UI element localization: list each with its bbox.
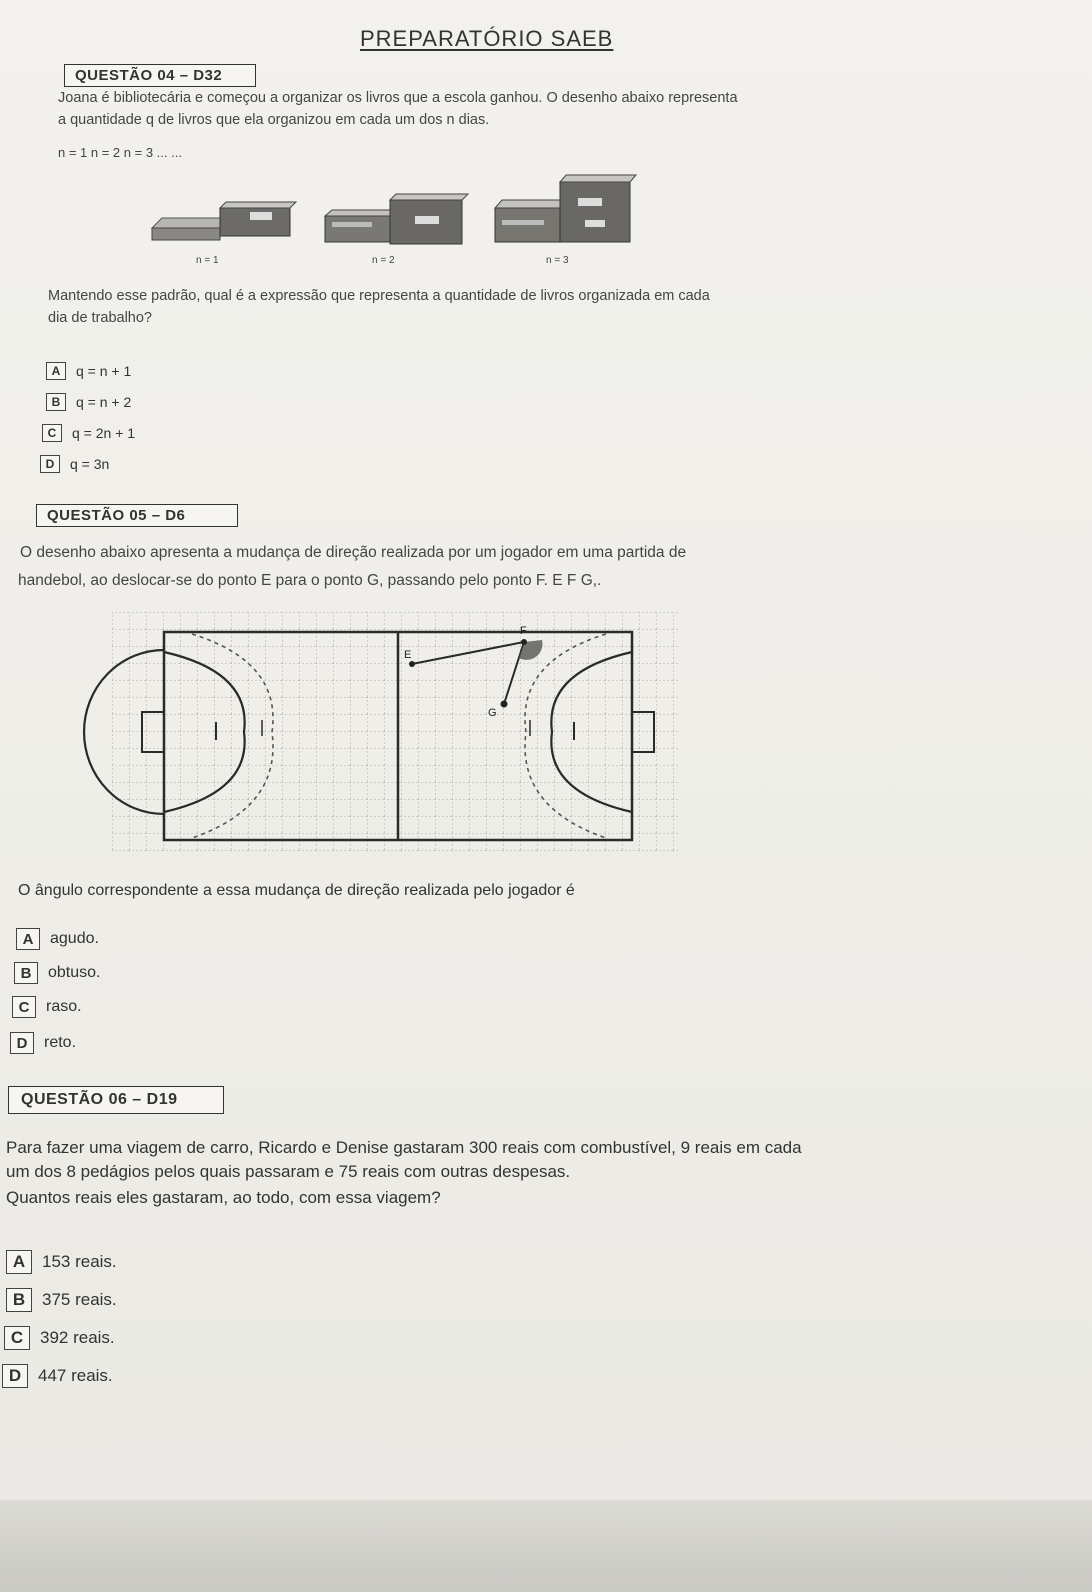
option-letter: A	[16, 928, 40, 950]
table-surface	[0, 1500, 1092, 1592]
point-g	[501, 701, 508, 708]
question-04-prompt-line1: Mantendo esse padrão, qual é a expressão que representa a quantidade de livros organizada em cada	[48, 288, 710, 304]
option-text: raso.	[46, 998, 82, 1015]
point-e	[409, 661, 415, 667]
question-06-text-line1: Para fazer uma viagem de carro, Ricardo e Denise gastaram 300 reais com combustível, 9 reais em cada	[6, 1138, 802, 1157]
option-letter: B	[6, 1288, 32, 1312]
point-f	[521, 639, 527, 645]
handball-court-figure	[112, 612, 680, 852]
q06-option-d[interactable]	[2, 1364, 113, 1388]
fig-label-n1: n = 1	[196, 255, 219, 266]
q05-option-c[interactable]	[12, 996, 82, 1018]
q06-option-a[interactable]	[6, 1250, 117, 1274]
option-text: reto.	[44, 1034, 77, 1051]
option-text: agudo.	[50, 930, 99, 947]
option-text: q = n + 2	[76, 394, 132, 410]
option-letter: D	[2, 1364, 28, 1388]
question-06-label: QUESTÃO 06 – D19	[8, 1086, 224, 1114]
option-text: 447 reais.	[38, 1366, 113, 1385]
option-text: q = 2n + 1	[72, 425, 136, 441]
question-04-text-line1: Joana é bibliotecária e começou a organizar os livros que a escola ganhou. O desenho abaixo representa	[58, 90, 738, 106]
label-e: E	[404, 649, 412, 661]
option-letter: D	[40, 455, 60, 473]
question-04-text-line2: a quantidade q de livros que ela organizou em cada um dos n dias.	[58, 112, 490, 128]
question-06-prompt: Quantos reais eles gastaram, ao todo, com essa viagem?	[6, 1188, 441, 1207]
question-05-text-line2: handebol, ao deslocar-se do ponto E para o ponto G, passando pelo ponto F. E F G,.	[18, 572, 602, 589]
question-05-text-line1: O desenho abaixo apresenta a mudança de direção realizada por um jogador em uma partida de	[20, 544, 687, 561]
q06-option-c[interactable]	[4, 1326, 115, 1350]
question-04-sequence: n = 1 n = 2 n = 3 ... ...	[58, 145, 182, 160]
label-f: F	[520, 625, 527, 637]
question-05-label: QUESTÃO 05 – D6	[36, 504, 238, 527]
option-letter: B	[14, 962, 38, 984]
q05-option-a[interactable]	[16, 928, 99, 950]
option-text: q = 3n	[70, 456, 110, 472]
option-text: q = n + 1	[76, 363, 132, 379]
q04-option-b[interactable]	[46, 393, 131, 411]
option-letter: D	[10, 1032, 34, 1054]
option-letter: A	[46, 362, 66, 380]
books-stacks-figure	[140, 170, 700, 280]
question-04-label: QUESTÃO 04 – D32	[64, 64, 256, 87]
q04-option-d[interactable]	[40, 455, 109, 473]
q05-option-b[interactable]	[14, 962, 100, 984]
option-text: 375 reais.	[42, 1290, 117, 1309]
question-05-prompt: O ângulo correspondente a essa mudança de direção realizada pelo jogador é	[18, 882, 575, 899]
option-letter: C	[12, 996, 36, 1018]
books-stack-n3	[495, 175, 636, 242]
option-text: 153 reais.	[42, 1252, 117, 1271]
q04-option-c[interactable]	[42, 424, 135, 442]
question-06-text-line2: um dos 8 pedágios pelos quais passaram e 75 reais com outras despesas.	[6, 1162, 571, 1181]
label-g: G	[488, 707, 497, 719]
option-letter: C	[42, 424, 62, 442]
fig-label-n2: n = 2	[372, 255, 395, 266]
q05-option-d[interactable]	[10, 1032, 76, 1054]
option-letter: A	[6, 1250, 32, 1274]
page-title: PREPARATÓRIO SAEB	[360, 26, 614, 51]
fig-label-n3: n = 3	[546, 255, 569, 266]
q06-option-b[interactable]	[6, 1288, 117, 1312]
option-text: obtuso.	[48, 964, 101, 981]
option-text: 392 reais.	[40, 1328, 115, 1347]
books-stack-n1	[152, 202, 296, 240]
books-stack-n2	[325, 194, 468, 244]
option-letter: C	[4, 1326, 30, 1350]
q04-option-a[interactable]	[46, 362, 131, 380]
question-04-prompt-line2: dia de trabalho?	[48, 310, 152, 326]
option-letter: B	[46, 393, 66, 411]
